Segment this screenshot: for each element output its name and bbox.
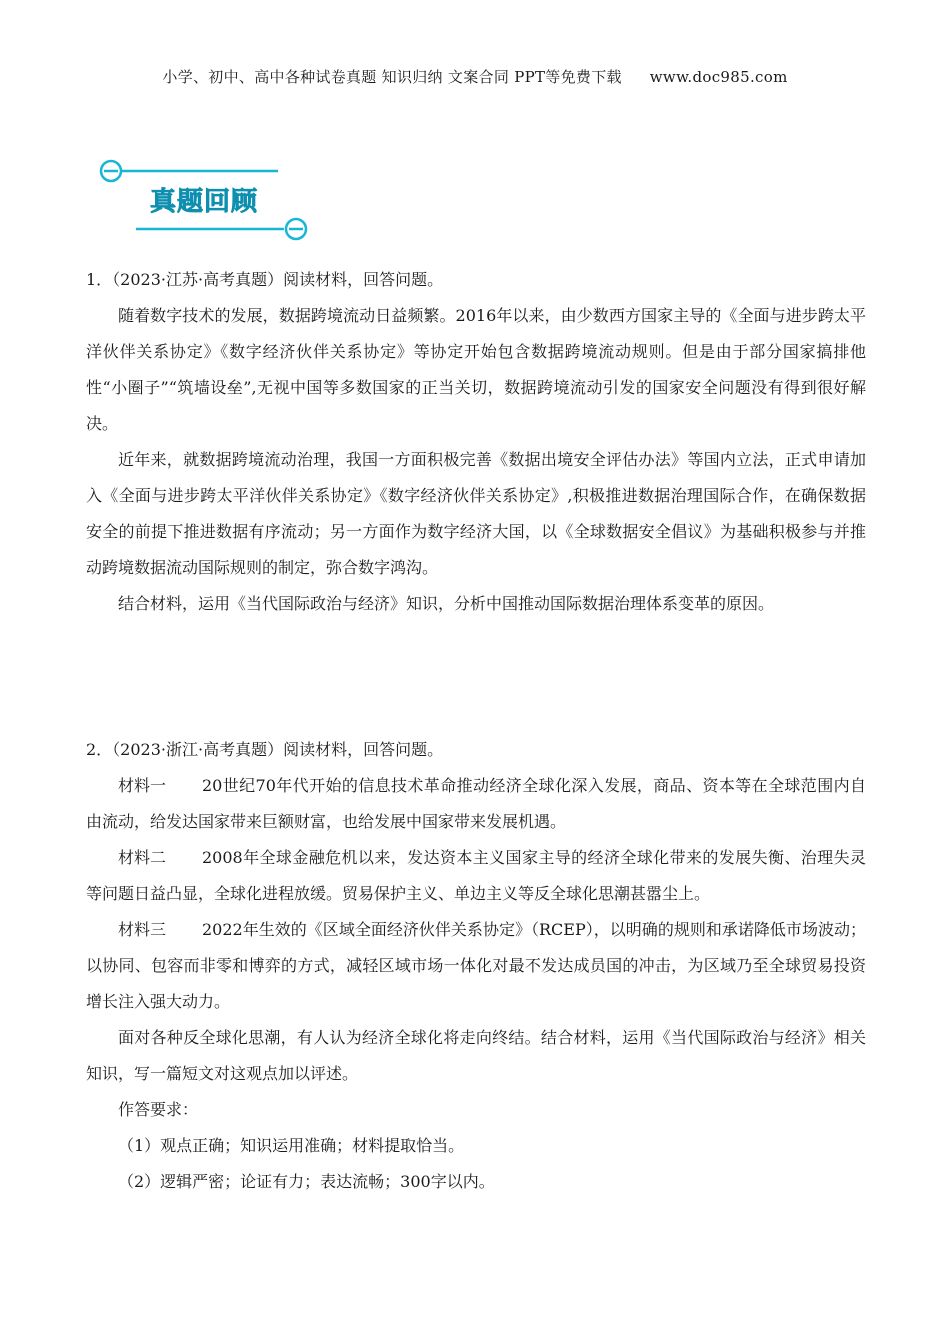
q2-task: 面对各种反全球化思潮，有人认为经济全球化将走向终结。结合材料，运用《当代国际政治与经济》相关知识，写一篇短文对这观点加以评述。 (86, 1028, 866, 1083)
q2-material-2 (86, 840, 866, 912)
material-3-label: 材料三 (118, 920, 167, 939)
banner-title: 真题回顾 (150, 187, 259, 217)
q2-requirement-2: （2）逻辑严密；论证有力；表达流畅；300字以内。 (118, 1172, 495, 1191)
header-text: 小学、初中、高中各种试卷真题 知识归纳 文案合同 PPT等免费下载 (162, 68, 622, 86)
material-1-text: 20世纪70年代开始的信息技术革命推动经济全球化深入发展，商品、资本等在全球范围内自由流动，给发达国家带来巨额财富，也给发展中国家带来发展机遇。 (86, 776, 866, 831)
q2-material-1 (86, 768, 866, 840)
section-banner (98, 150, 320, 245)
q2-requirements-title: 作答要求： (118, 1100, 199, 1119)
material-2-text: 2008年全球金融危机以来，发达资本主义国家主导的经济全球化带来的发展失衡、治理失灵等问题日益凸显，全球化进程放缓。贸易保护主义、单边主义等反全球化思潮甚嚣尘上。 (86, 848, 866, 903)
header-url[interactable]: www.doc985.com (649, 68, 788, 86)
q2-material-3 (86, 912, 866, 1020)
q1-stem: 1．（2023·江苏·高考真题）阅读材料，回答问题。 (86, 270, 444, 289)
material-1-label: 材料一 (118, 776, 167, 795)
q1-question: 结合材料，运用《当代国际政治与经济》知识，分析中国推动国际数据治理体系变革的原因。 (118, 594, 775, 613)
answer-space (86, 622, 866, 732)
q2-stem: 2．（2023·浙江·高考真题）阅读材料，回答问题。 (86, 740, 444, 759)
q2-requirement-1: （1）观点正确；知识运用准确；材料提取恰当。 (118, 1136, 465, 1155)
material-3-text: 2022年生效的《区域全面经济伙伴关系协定》（RCEP），以明确的规则和承诺降低市场波动；以协同、包容而非零和博弈的方式，减轻区域市场一体化对最不发达成员国的冲击，为区域乃至全球贸易投资增长注入强大动力。 (86, 920, 866, 1011)
q1-paragraph-1: 随着数字技术的发展，数据跨境流动日益频繁。2016年以来，由少数西方国家主导的《全面与进步跨太平洋伙伴关系协定》《数字经济伙伴关系协定》等协定开始包含数据跨境流动规则。但是由于部分国家搞排他性“小圈子”“筑墙设垒”,无视中国等多数国家的正当关切，数据跨境流动引发的国家安全问题没有得到很好解决。 (86, 306, 866, 433)
question-content (86, 262, 866, 1200)
material-2-label: 材料二 (118, 848, 167, 867)
q1-paragraph-2: 近年来，就数据跨境流动治理，我国一方面积极完善《数据出境安全评估办法》等国内立法，正式申请加入《全面与进步跨太平洋伙伴关系协定》《数字经济伙伴关系协定》,积极推进数据治理国际合作，在确保数据安全的前提下推进数据有序流动；另一方面作为数字经济大国，以《全球数据安全倡议》为基础积极参与并推动跨境数据流动国际规则的制定，弥合数字鸿沟。 (86, 450, 866, 577)
page-header (0, 66, 950, 87)
